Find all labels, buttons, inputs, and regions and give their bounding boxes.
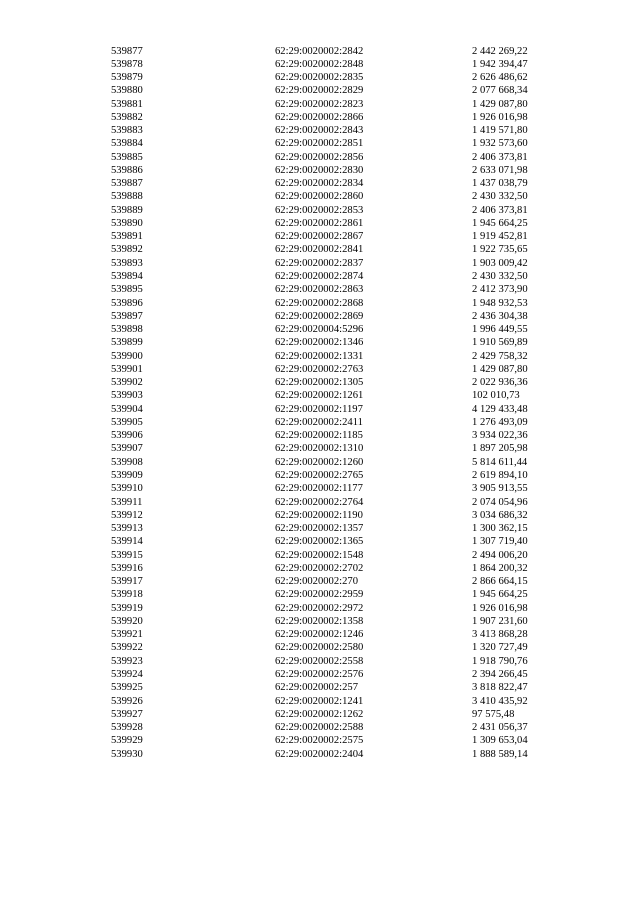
table-row bbox=[0, 111, 640, 124]
cadastral-number: 62:29:0020002:2856 bbox=[275, 151, 364, 163]
record-number: 539921 bbox=[111, 629, 143, 641]
table-row bbox=[0, 456, 640, 469]
record-number: 539897 bbox=[111, 310, 143, 322]
cadastral-number: 62:29:0020002:2863 bbox=[275, 284, 364, 296]
cadastral-value: 2 633 071,98 bbox=[472, 164, 528, 176]
table-row bbox=[0, 283, 640, 296]
record-number: 539922 bbox=[111, 642, 143, 654]
cadastral-value: 1 996 449,55 bbox=[472, 324, 528, 336]
cadastral-value: 2 429 758,32 bbox=[472, 350, 528, 362]
cadastral-number: 62:29:0020002:2860 bbox=[275, 191, 364, 203]
cadastral-number: 62:29:0020002:2558 bbox=[275, 655, 364, 667]
cadastral-value: 1 918 790,76 bbox=[472, 655, 528, 667]
record-number: 539928 bbox=[111, 722, 143, 734]
record-number: 539895 bbox=[111, 284, 143, 296]
record-number: 539885 bbox=[111, 151, 143, 163]
record-number: 539907 bbox=[111, 443, 143, 455]
record-number: 539920 bbox=[111, 615, 143, 627]
table-row bbox=[0, 243, 640, 256]
record-table bbox=[0, 45, 640, 761]
cadastral-number: 62:29:0020002:2411 bbox=[275, 416, 363, 428]
cadastral-value: 1 429 087,80 bbox=[472, 98, 528, 110]
cadastral-number: 62:29:0020002:1346 bbox=[275, 337, 364, 349]
record-number: 539909 bbox=[111, 470, 143, 481]
cadastral-value: 102 010,73 bbox=[472, 390, 520, 402]
cadastral-number: 62:29:0020002:2763 bbox=[275, 363, 364, 375]
record-number: 539914 bbox=[111, 536, 143, 548]
cadastral-number: 62:29:0020002:2972 bbox=[275, 602, 364, 614]
cadastral-value: 5 814 611,44 bbox=[472, 456, 528, 468]
cadastral-number: 62:29:0020002:1548 bbox=[275, 549, 364, 561]
cadastral-value: 1 309 653,04 bbox=[472, 735, 528, 747]
table-row bbox=[0, 217, 640, 230]
cadastral-number: 62:29:0020002:1260 bbox=[275, 456, 364, 468]
cadastral-number: 62:29:0020002:1310 bbox=[275, 443, 364, 455]
cadastral-value: 2 430 332,50 bbox=[472, 191, 528, 203]
record-number: 539912 bbox=[111, 509, 143, 521]
cadastral-number: 62:29:0020002:1262 bbox=[275, 708, 364, 720]
cadastral-number: 62:29:0020002:2867 bbox=[275, 231, 364, 243]
record-number: 539884 bbox=[111, 138, 143, 150]
record-number: 539905 bbox=[111, 416, 143, 428]
cadastral-number: 62:29:0020002:2861 bbox=[275, 217, 364, 229]
table-row bbox=[0, 389, 640, 402]
cadastral-number: 62:29:0020002:1357 bbox=[275, 523, 364, 535]
record-number: 539906 bbox=[111, 430, 143, 442]
cadastral-value: 2 394 266,45 bbox=[472, 668, 528, 680]
table-row bbox=[0, 721, 640, 734]
cadastral-value: 1 903 009,42 bbox=[472, 257, 528, 269]
record-number: 539896 bbox=[111, 297, 143, 309]
table-row bbox=[0, 695, 640, 708]
cadastral-value: 1 897 205,98 bbox=[472, 443, 528, 455]
table-row bbox=[0, 137, 640, 150]
cadastral-value: 2 431 056,37 bbox=[472, 722, 528, 734]
cadastral-number: 62:29:0020002:1190 bbox=[275, 509, 363, 521]
cadastral-number: 62:29:0020002:257 bbox=[275, 682, 358, 694]
cadastral-number: 62:29:0020002:2866 bbox=[275, 111, 364, 123]
record-number: 539903 bbox=[111, 390, 143, 402]
table-row bbox=[0, 336, 640, 349]
cadastral-value: 2 077 668,34 bbox=[472, 85, 528, 97]
table-row bbox=[0, 270, 640, 283]
cadastral-number: 62:29:0020002:2843 bbox=[275, 125, 364, 137]
cadastral-number: 62:29:0020002:2830 bbox=[275, 164, 364, 176]
cadastral-number: 62:29:0020002:1185 bbox=[275, 430, 363, 442]
table-row bbox=[0, 681, 640, 694]
cadastral-number: 62:29:0020002:1241 bbox=[275, 695, 364, 707]
cadastral-number: 62:29:0020002:2764 bbox=[275, 496, 364, 508]
cadastral-value: 2 412 373,90 bbox=[472, 284, 528, 296]
record-number: 539892 bbox=[111, 244, 143, 256]
record-number: 539881 bbox=[111, 98, 143, 110]
record-number: 539925 bbox=[111, 682, 143, 694]
table-row bbox=[0, 549, 640, 562]
table-row bbox=[0, 575, 640, 588]
record-number: 539918 bbox=[111, 589, 143, 601]
cadastral-value: 2 626 486,62 bbox=[472, 72, 528, 84]
table-row bbox=[0, 628, 640, 641]
cadastral-value: 1 948 932,53 bbox=[472, 297, 528, 309]
table-row bbox=[0, 124, 640, 137]
table-row bbox=[0, 58, 640, 71]
record-number: 539902 bbox=[111, 377, 143, 389]
cadastral-value: 2 619 894,10 bbox=[472, 470, 528, 481]
cadastral-value: 1 919 452,81 bbox=[472, 231, 528, 243]
table-row bbox=[0, 323, 640, 336]
cadastral-number: 62:29:0020002:2829 bbox=[275, 85, 364, 97]
table-row bbox=[0, 615, 640, 628]
cadastral-number: 62:29:0020002:2835 bbox=[275, 72, 364, 84]
table-row bbox=[0, 71, 640, 84]
record-number: 539882 bbox=[111, 111, 143, 123]
record-number: 539899 bbox=[111, 337, 143, 349]
cadastral-value: 4 129 433,48 bbox=[472, 403, 528, 415]
record-number: 539904 bbox=[111, 403, 143, 415]
cadastral-number: 62:29:0020002:1305 bbox=[275, 377, 364, 389]
cadastral-number: 62:29:0020002:1246 bbox=[275, 629, 364, 641]
cadastral-number: 62:29:0020002:2842 bbox=[275, 45, 364, 57]
cadastral-value: 1 926 016,98 bbox=[472, 602, 528, 614]
record-number: 539916 bbox=[111, 562, 143, 574]
cadastral-value: 2 436 304,38 bbox=[472, 310, 528, 322]
table-row bbox=[0, 496, 640, 509]
cadastral-number: 62:29:0020002:2834 bbox=[275, 178, 364, 190]
cadastral-number: 62:29:0020002:1261 bbox=[275, 390, 364, 402]
cadastral-value: 3 905 913,55 bbox=[472, 483, 528, 495]
cadastral-value: 2 430 332,50 bbox=[472, 271, 528, 283]
table-row bbox=[0, 257, 640, 270]
cadastral-number: 62:29:0020002:1177 bbox=[275, 483, 363, 495]
table-row bbox=[0, 668, 640, 681]
cadastral-number: 62:29:0020002:2874 bbox=[275, 271, 364, 283]
record-number: 539911 bbox=[111, 496, 143, 508]
cadastral-number: 62:29:0020002:2848 bbox=[275, 58, 364, 70]
record-number: 539886 bbox=[111, 164, 143, 176]
table-row bbox=[0, 655, 640, 668]
table-row bbox=[0, 45, 640, 58]
cadastral-value: 1 307 719,40 bbox=[472, 536, 528, 548]
table-row bbox=[0, 482, 640, 495]
record-number: 539893 bbox=[111, 257, 143, 269]
cadastral-value: 1 320 727,49 bbox=[472, 642, 528, 654]
record-number: 539926 bbox=[111, 695, 143, 707]
table-row bbox=[0, 230, 640, 243]
cadastral-value: 2 406 373,81 bbox=[472, 151, 528, 163]
record-number: 539901 bbox=[111, 363, 143, 375]
cadastral-number: 62:29:0020002:2576 bbox=[275, 668, 364, 680]
table-row bbox=[0, 177, 640, 190]
cadastral-number: 62:29:0020002:270 bbox=[275, 576, 358, 588]
table-row bbox=[0, 297, 640, 310]
cadastral-number: 62:29:0020002:2765 bbox=[275, 470, 364, 481]
cadastral-value: 2 406 373,81 bbox=[472, 204, 528, 216]
cadastral-value: 1 429 087,80 bbox=[472, 363, 528, 375]
cadastral-value: 1 437 038,79 bbox=[472, 178, 528, 190]
cadastral-number: 62:29:0020002:2841 bbox=[275, 244, 364, 256]
cadastral-value: 1 864 200,32 bbox=[472, 562, 528, 574]
cadastral-value: 2 022 936,36 bbox=[472, 377, 528, 389]
record-number: 539889 bbox=[111, 204, 143, 216]
cadastral-value: 1 910 569,89 bbox=[472, 337, 528, 349]
cadastral-number: 62:29:0020002:2404 bbox=[275, 748, 364, 760]
table-row bbox=[0, 562, 640, 575]
table-row bbox=[0, 164, 640, 177]
cadastral-number: 62:29:0020002:2853 bbox=[275, 204, 364, 216]
cadastral-number: 62:29:0020002:2959 bbox=[275, 589, 364, 601]
table-row bbox=[0, 403, 640, 416]
table-row bbox=[0, 310, 640, 323]
cadastral-number: 62:29:0020002:2868 bbox=[275, 297, 364, 309]
table-row bbox=[0, 416, 640, 429]
table-row bbox=[0, 535, 640, 548]
table-row bbox=[0, 708, 640, 721]
record-number: 539883 bbox=[111, 125, 143, 137]
cadastral-value: 1 907 231,60 bbox=[472, 615, 528, 627]
table-row bbox=[0, 748, 640, 761]
cadastral-value: 2 494 006,20 bbox=[472, 549, 528, 561]
record-number: 539927 bbox=[111, 708, 143, 720]
table-row bbox=[0, 602, 640, 615]
cadastral-value: 3 818 822,47 bbox=[472, 682, 528, 694]
record-number: 539915 bbox=[111, 549, 143, 561]
table-row bbox=[0, 350, 640, 363]
cadastral-number: 62:29:0020002:2851 bbox=[275, 138, 364, 150]
record-number: 539880 bbox=[111, 85, 143, 97]
record-number: 539908 bbox=[111, 456, 143, 468]
table-row bbox=[0, 522, 640, 535]
record-number: 539924 bbox=[111, 668, 143, 680]
cadastral-number: 62:29:0020002:2702 bbox=[275, 562, 364, 574]
table-row bbox=[0, 151, 640, 164]
cadastral-number: 62:29:0020004:5296 bbox=[275, 324, 364, 336]
table-row bbox=[0, 588, 640, 601]
cadastral-value: 3 034 686,32 bbox=[472, 509, 528, 521]
record-number: 539917 bbox=[111, 576, 143, 588]
table-row bbox=[0, 363, 640, 376]
cadastral-value: 2 442 269,22 bbox=[472, 45, 528, 57]
cadastral-value: 97 575,48 bbox=[472, 708, 515, 720]
record-number: 539900 bbox=[111, 350, 143, 362]
record-number: 539929 bbox=[111, 735, 143, 747]
record-number: 539913 bbox=[111, 523, 143, 535]
cadastral-number: 62:29:0020002:2869 bbox=[275, 310, 364, 322]
cadastral-value: 1 926 016,98 bbox=[472, 111, 528, 123]
table-row bbox=[0, 442, 640, 455]
record-number: 539910 bbox=[111, 483, 143, 495]
table-row bbox=[0, 429, 640, 442]
cadastral-value: 1 922 735,65 bbox=[472, 244, 528, 256]
table-row bbox=[0, 98, 640, 111]
cadastral-value: 1 888 589,14 bbox=[472, 748, 528, 760]
table-row bbox=[0, 204, 640, 217]
cadastral-number: 62:29:0020002:1358 bbox=[275, 615, 364, 627]
record-number: 539891 bbox=[111, 231, 143, 243]
cadastral-number: 62:29:0020002:2580 bbox=[275, 642, 364, 654]
cadastral-value: 1 419 571,80 bbox=[472, 125, 528, 137]
record-number: 539877 bbox=[111, 45, 143, 57]
cadastral-number: 62:29:0020002:2588 bbox=[275, 722, 364, 734]
cadastral-number: 62:29:0020002:2837 bbox=[275, 257, 364, 269]
record-number: 539879 bbox=[111, 72, 143, 84]
record-number: 539930 bbox=[111, 748, 143, 760]
record-number: 539919 bbox=[111, 602, 143, 614]
cadastral-value: 3 410 435,92 bbox=[472, 695, 528, 707]
cadastral-value: 1 945 664,25 bbox=[472, 589, 528, 601]
cadastral-value: 1 300 362,15 bbox=[472, 523, 528, 535]
record-number: 539878 bbox=[111, 58, 143, 70]
record-number: 539898 bbox=[111, 324, 143, 336]
table-row bbox=[0, 509, 640, 522]
cadastral-number: 62:29:0020002:2823 bbox=[275, 98, 364, 110]
record-number: 539887 bbox=[111, 178, 143, 190]
table-row bbox=[0, 734, 640, 747]
table-row bbox=[0, 469, 640, 482]
cadastral-number: 62:29:0020002:1197 bbox=[275, 403, 363, 415]
cadastral-value: 2 866 664,15 bbox=[472, 576, 528, 588]
table-row bbox=[0, 641, 640, 654]
cadastral-number: 62:29:0020002:1331 bbox=[275, 350, 364, 362]
cadastral-value: 3 413 868,28 bbox=[472, 629, 528, 641]
table-row bbox=[0, 84, 640, 97]
cadastral-number: 62:29:0020002:1365 bbox=[275, 536, 364, 548]
cadastral-value: 1 945 664,25 bbox=[472, 217, 528, 229]
record-number: 539894 bbox=[111, 271, 143, 283]
cadastral-value: 3 934 022,36 bbox=[472, 430, 528, 442]
cadastral-value: 1 942 394,47 bbox=[472, 58, 528, 70]
table-row bbox=[0, 190, 640, 203]
cadastral-value: 2 074 054,96 bbox=[472, 496, 528, 508]
record-number: 539888 bbox=[111, 191, 143, 203]
cadastral-value: 1 276 493,09 bbox=[472, 416, 528, 428]
cadastral-value: 1 932 573,60 bbox=[472, 138, 528, 150]
record-number: 539923 bbox=[111, 655, 143, 667]
record-number: 539890 bbox=[111, 217, 143, 229]
table-row bbox=[0, 376, 640, 389]
cadastral-number: 62:29:0020002:2575 bbox=[275, 735, 364, 747]
